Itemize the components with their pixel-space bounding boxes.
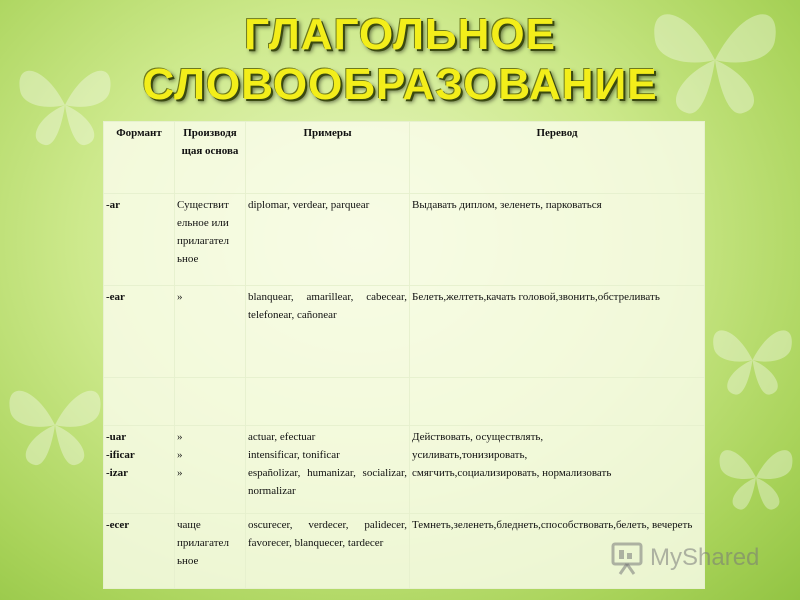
- table-row: [104, 194, 705, 286]
- column-header-base: Производя щая основа: [175, 122, 246, 194]
- examples-cell: actuar, efectuar: [248, 431, 316, 443]
- translation-cell: усиливать,тонизировать,: [412, 449, 528, 461]
- examples-cell: blanquear, amarillear, cabecear, telefonear, cañonear: [246, 286, 410, 378]
- base-cell: Существит ельное или прилагател ьное: [175, 194, 246, 286]
- column-header-formant: Формант: [104, 122, 175, 194]
- translation-cell: смягчить,социализировать, нормализовать: [412, 467, 612, 479]
- presentation-board-icon: [610, 540, 644, 576]
- base-cell: »: [175, 286, 246, 378]
- translation-cell: Темнеть,зеленеть,бледнеть,способствовать,белеть, вечереть: [410, 514, 705, 589]
- examples-cell: diplomar, verdear, parquear: [246, 194, 410, 286]
- column-header-translation: Перевод: [410, 122, 705, 194]
- title-line-2: СЛОВООБРАЗОВАНИЕ: [142, 60, 658, 109]
- page-title: [0, 10, 800, 110]
- formant-cell: -ecer: [104, 514, 175, 589]
- watermark-text: MyShared: [650, 544, 760, 571]
- base-cell: »: [177, 467, 183, 479]
- butterfly-icon: [0, 380, 110, 470]
- word-formation-table: [103, 121, 705, 589]
- table-row: [104, 426, 705, 514]
- formant-cell: -ear: [104, 286, 175, 378]
- column-header-examples: Примеры: [246, 122, 410, 194]
- translation-cell: Выдавать диплом, зеленеть, парковаться: [410, 194, 705, 286]
- examples-cell: españolizar, humanizar, socializar, normalizar: [248, 467, 407, 497]
- formant-cell: -izar: [106, 467, 128, 479]
- watermark: [610, 538, 759, 578]
- base-cell: »: [177, 449, 183, 461]
- butterfly-icon: [705, 320, 800, 400]
- table-row-empty: [104, 378, 705, 426]
- base-cell: чаще прилагател ьное: [175, 514, 246, 589]
- base-cell: »: [177, 431, 183, 443]
- formant-cell: -ar: [104, 194, 175, 286]
- formant-cell: -ificar: [106, 449, 135, 461]
- butterfly-icon: [712, 440, 800, 515]
- translation-cell: Белеть,желтеть,качать головой,звонить,обстреливать: [410, 286, 705, 378]
- examples-cell: oscurecer, verdecer, palidecer, favorecer, blanquecer, tardecer: [246, 514, 410, 589]
- table-row: [104, 286, 705, 378]
- formant-cell: -uar: [106, 431, 127, 443]
- title-line-1: ГЛАГОЛЬНОЕ: [244, 10, 556, 59]
- translation-cell: Действовать, осуществлять,: [412, 431, 544, 443]
- table-header-row: [104, 122, 705, 194]
- examples-cell: intensificar, tonificar: [248, 449, 340, 461]
